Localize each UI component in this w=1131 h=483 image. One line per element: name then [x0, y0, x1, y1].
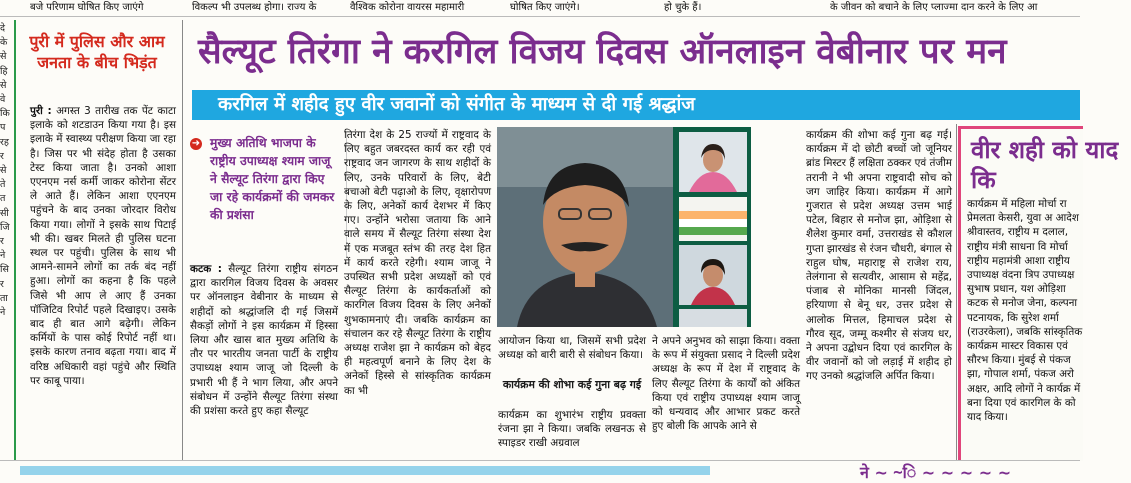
left-story-headline: पुरी में पुलिस और आम जनता के बीच भिड़ंत	[29, 32, 165, 72]
participant-thumbnail-3	[679, 245, 747, 305]
highlight-text: मुख्य अतिथि भाजपा के राष्ट्रीय उपाध्यक्ष श्याम जाजू ने सैल्यूट तिरंगा द्वारा किए जा रहे कार्यक्रमों की जमकर की प्रशंसा	[210, 136, 335, 222]
participant-thumbnail-2	[679, 197, 747, 241]
fragment: रह	[0, 136, 9, 148]
fragment: के	[0, 37, 8, 49]
top-strip-text-6: के जीवन को बचाने के लिए प्लाज्मा दान करने के लिए आ	[830, 2, 1038, 13]
arrow-icon: ➜	[191, 138, 201, 149]
main-dateline: कटक :	[190, 263, 222, 275]
top-strip-text-2: विकल्प भी उपलब्ध होगा। राज्य के	[192, 2, 317, 13]
main-speaker-frame	[497, 127, 673, 327]
right-story-body: कार्यक्रम में महिला मोर्चा रा प्रेमलता केसरी, युवा अ आदेश श्रीवास्तव, राष्ट्रीय म दलाल, राष्ट्रीय मंत्री साधना वि मोर्चा राष्ट्रीय महामंत्री आशा राष्ट्रीय उपाध्यक्ष वंदना त्रिप उपाध्यक्ष सुभाष प्रधान, यश ओड़िशा कटक से मनोज जेना, कल्पना पटनायक, कि सुरेश शर्मा (राउरकेला), जबकि सांस्कृतिक कार्यक्रम मास्टर विकास एवं सौरभ किया। मुंबई से पंकज झा, गोपाल शर्मा, पंकज अरो अक्षर, आदि लोगों ने कार्यक्र में बना दिया एवं कारगिल के को याद किया।	[967, 198, 1083, 424]
main-column-1	[190, 262, 338, 457]
main-column-5: कार्यक्रम की शोभा कई गुना बढ़ गई। कार्यक्रम में दो छोटी बच्चों जो जूनियर ब्रांड मिस्टर हैं लक्षिता ठक्कर एवं तंजीम तरानी ने भी अपना राष्ट्रवादी सोच को जग जाहिर किया। कार्यक्रम में आगे गुजरात से प्रदेश अध्यक्ष उत्तम भाई पटेल, बिहार से मनोज झा, ओड़िशा से शैलेश कुमार वर्मा, उत्तराखंड से कौशल गुप्ता झारखंड से रंजन चौधरी, बंगाल से राहुल घोष, महाराष्ट्र से राजेश राय, तेलंगाना से सत्यवीर, आसाम से महेंद्र, पंजाब से मोनिका मानसी जिंदल, हरियाणा से बेनू धर, उत्तर प्रदेश से आलोक मित्तल, हिमाचल प्रदेश से गौरव सूद, जम्मू कश्मीर से संजय धर, ने अपना उद्बोधन दिया एवं कारगिल के वीर जवानों को जो लड़ाई में शहीद हो गए उनको श्रद्धांजलि अर्पित किया।	[806, 129, 952, 383]
far-left-column	[0, 22, 11, 462]
subheadline: करगिल में शहीद हुए वीर जवानों को संगीत के माध्यम से दी गई श्रद्धांज	[218, 94, 695, 115]
fragment: कि	[0, 108, 10, 120]
fragment: ने	[0, 250, 6, 262]
fragment: सी	[0, 207, 9, 219]
speaker-illustration	[497, 127, 673, 327]
main-column-3-body: कार्यक्रम का शुभारंभ राष्ट्रीय प्रवक्ता रंजना झा ने किया। जबकि लखनऊ से स्पाइडर राखी अग्रवाल	[498, 409, 646, 450]
top-strip-text-1: बजे परिणाम घोषित किए जाएंगे	[30, 2, 144, 13]
fragment: र	[0, 236, 4, 248]
fragment: र	[0, 278, 4, 290]
fragment: सि	[0, 264, 9, 276]
participant-illustration	[679, 245, 747, 305]
fragment: हि	[0, 65, 8, 77]
fragment: ते	[0, 179, 6, 191]
right-story-headline: वीर शही को याद कि	[971, 136, 1119, 194]
top-strip-text-3: वैश्विक कोरोना वायरस महामारी	[350, 2, 465, 13]
fragment: ता	[0, 292, 8, 304]
fragment: से	[0, 51, 7, 63]
bottom-divider	[0, 460, 1080, 461]
fragment: से	[0, 79, 7, 91]
fragment: से	[0, 165, 7, 177]
fragment: र	[0, 150, 4, 162]
subheadline-band	[192, 90, 1080, 120]
main-column-4: ने अपने अनुभव को साझा किया। वक्ता के रूप में संयुक्ता प्रसाद ने दिल्ली प्रदेश अध्यक्ष के रूप में देश में राष्ट्रवाद के लिए सैल्यूट तिरंगा के कार्यों को अंकित किया एवं राष्ट्रीय उपाध्यक्ष श्याम जाजू को धन्यवाद और आभार प्रकट करते हुए बोली कि आपके आने से	[652, 335, 800, 433]
participant-thumbnail-4	[679, 309, 747, 327]
bottom-headline-fragment: ने ~ ~ि ~ ~ ~ ~ ~	[860, 463, 1012, 482]
left-story-text: अगस्त 3 तारीख तक पेंट काटा इलाके को शटडाउन किया गया है। इस इलाके में स्वास्थ्य परीक्षण किया जा रहा है। जिस पर भी संदेह होता है उसका टेस्ट किया जाता है। उनको आशा एएनएम नर्स कर्मी जाकर कोरोना सेंटर ले आते हैं। लेकिन आशा एएनएम पहुंचने के बाद उनका जोरदार विरोध किया गया। लोगों ने इसके साथ पिटाई भी की। खबर मिलते ही पुलिस घटना स्थल पर पहुंची। पुलिस के साथ भी आमने-सामने लोगों का तर्क बंद नहीं हुआ। लोगों का कहना है कि पहले जिसे भी आप ले आए हैं उनका पॉजिटिव रिपोर्ट पहले दिखाइए। उसके बाद ही बात आगे बढ़ेगी। लेकिन कर्मियों के पास कोई रिपोर्ट नहीं था। इसके कारण तनाव बढ़ता गया। बाद में वरिष्ठ अधिकारी वहां पहुंचे और स्थिति पर काबू पाया।	[30, 105, 176, 387]
right-story-box	[958, 126, 1119, 461]
fragment: प	[0, 122, 6, 134]
column-rule	[182, 20, 183, 460]
fragment: ने	[0, 307, 6, 319]
fragment: दे	[0, 23, 6, 34]
top-strip-text-4: घोषित किए जाएंगे।	[510, 2, 580, 13]
column-rule	[956, 124, 957, 460]
main-headline: सैल्यूट तिरंगा ने करगिल विजय दिवस ऑनलाइन वेबीनार पर मन	[198, 32, 1007, 72]
highlight-box	[188, 132, 347, 256]
main-column-3-subhead: कार्यक्रम की शोभा कई गुना बढ़ गई	[502, 378, 642, 391]
bottom-band	[20, 466, 710, 475]
fragment: वे	[0, 94, 6, 106]
fragment: त	[0, 193, 6, 205]
top-strip-text-5: हो चुके हैं।	[664, 2, 702, 13]
left-story-dateline: पुरी :	[30, 105, 52, 117]
main-column-2: तिरंगा देश के 25 राज्यों में राष्ट्रवाद के लिए बहुत जबरदस्त कार्य कर रही एवं राष्ट्रवाद जन जागरण के साथ शहीदों के लिए, उनके परिवारों के लिए, बेटी बचाओ बेटी पढ़ाओ के लिए, वृक्षारोपण के लिए, अनेकों कार्य देशभर में किए गए। उन्होंने भरोसा जताया कि आने वाले समय में सैल्यूट तिरंगा संस्था देश में एक मजबूत स्तंभ की तरह देश हित में कार्य करते रहेगी। श्याम जाजू ने उपस्थित सभी प्रदेश अध्यक्षों को एवं सैल्यूट तिरंगा के कार्यकर्ताओं को कारगिल विजय दिवस के लिए अनेकों शुभकामनाएं दी। जबकि कार्यक्रम का संचालन कर रहे सैल्यूट तिरंगा के राष्ट्रीय अध्यक्ष राजेश झा ने कार्यक्रम को बेहद ही महत्वपूर्ण बनाने के लिए देश के अनेकों हिस्से से सांस्कृतिक कार्यक्रम का भी	[344, 129, 491, 397]
participant-thumbnail-1	[679, 132, 747, 192]
webinar-screenshot-photo	[497, 127, 751, 327]
main-column-3-intro: आयोजन किया था, जिसमें सभी प्रदेश अध्यक्ष को बारी बारी से संबोधन किया।	[498, 335, 646, 362]
participant-illustration	[679, 132, 747, 192]
top-divider	[0, 16, 1080, 17]
participant-illustration	[679, 197, 747, 241]
fragment: जि	[0, 221, 10, 233]
green-column-rule	[14, 20, 16, 460]
left-story-body	[30, 104, 176, 456]
main-column-1-text: सैल्यूट तिरंगा राष्ट्रीय संगठन द्वारा कारगिल विजय दिवस के अवसर पर ऑनलाइन वेबीनार के माध्यम से शहीदों को श्रद्धांजलि दी गई जिसमें सैकड़ों लोगों ने इस कार्यक्रम में हिस्सा लिया और खास बात मुख्य अतिथि के तौर पर भारतीय जनता पार्टी के राष्ट्रीय उपाध्यक्ष श्याम जाजू जो दिल्ली के प्रभारी भी हैं ने भाग लिया, और अपने संबोधन में उन्होंने सैल्यूट तिरंगा संस्था की प्रशंसा करते हुए कहा सैल्यूट	[190, 263, 338, 418]
